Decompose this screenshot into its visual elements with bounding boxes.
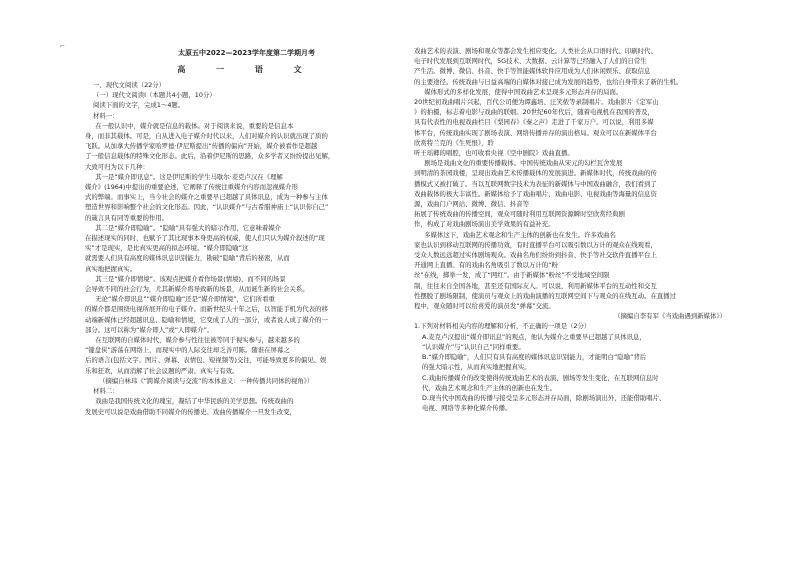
text-line: 丝”在线，掷举一发，成了“网红”。由于新媒体“粉丝”不受地域空间限 (414, 271, 610, 280)
text-line: 了一般信息载体的特殊文化形态。此后，沿着伊尼斯的思路，众多学者又纷纷提出见解， (85, 152, 335, 161)
subject-title: 高 一 语 文 (177, 65, 316, 74)
text-line: 家也认识到移动互联网的传播功效，有时直播平台可以吸引数以万计的观众在线观看， (414, 240, 657, 249)
text-line: 受众人数远远超过实体剧场观众。戏曲名角们纷纷到抖音、快手等社交软件直播平台上 (414, 251, 657, 260)
text-line: 产生活。微博、微信、抖音、快手等智能媒体软件应用成为人们休闲娱乐、获取信息 (414, 67, 651, 76)
text-line: “认识媒介”与“认识自己”同样重要。 (422, 342, 525, 351)
text-line: 剧场是戏曲文化的重要传播载体。中国传统戏曲从宋元的勾栏瓦舍发展 (424, 159, 623, 168)
text-line: （摘编自林玮《“跨媒介阅读与交流”的本体意义：一种传播共同体的视角》） (99, 376, 314, 385)
text-line: 实”才是现实，是比真实更高的拟态环境。“媒介即隐喻”这 (85, 244, 249, 253)
exam-title: 太原五中2022—2023学年度第二学期月考 (178, 49, 315, 57)
text-line: D.现当代中国戏曲的传播与接受呈多元形态并存局面，除剧场演出外，还能借助唱片、 (422, 393, 666, 402)
text-line: 听王瑶卿的唱腔，也可收看央视《空中剧院》戏曲直播。 (414, 149, 574, 158)
text-line: 1.下列对材料相关内容的理解和分析，不正确的一项是（2分） (414, 322, 591, 331)
text-line: 一、现代文阅读（22分） (93, 81, 166, 89)
text-line: 在互联网的自媒体时代，媒介参与性往往被等同于视实参与，越来越多的 (95, 336, 300, 345)
text-line: 戏曲载体的极大丰富性。新媒体给予了戏曲唱片、戏曲电影、电视戏曲等海量的信息资 (414, 189, 657, 198)
text-line: 材料一： (93, 111, 119, 120)
text-line: 阅读下面的文字，完成1～4题。 (93, 101, 185, 110)
text-line: 会导致不同的社会行为，尤其新媒介将导致新的场景，从而诞生新的社会关系。 (85, 285, 309, 294)
text-line: 在一般认识中，媒介就是信息的载体。对于阅读来说，重要的是信息本 (95, 121, 294, 130)
text-line: B.“媒介即隐喻”，人们只有具有高度的媒体讯息识别能力，才能明白“隐喻”背后 (422, 353, 647, 362)
text-line: 真实地把握真实。 (85, 264, 137, 273)
text-line: 在描述现实的同时，也赋予了其比现事本身更高的权威，使人们只认为媒介叙述的“现 (85, 234, 325, 243)
text-line: 20世纪初戏曲唱片兴起，百代公司便为谭鑫培、汪笑侬等录制唱片。戏曲影片《定军山 (414, 98, 659, 107)
corner-mark: ⌐ (60, 43, 66, 50)
text-line: 飞跃。从加拿大传播学家哈罗德·伊尼斯提出“传播的偏向”开始，媒介被看作是超越 (85, 142, 318, 151)
text-line: 乐和狂欢，从而消解了社会议题的严肃、真实与有效。 (85, 366, 239, 375)
text-line: 的媒介都是围绕电视所展开的电子媒介。而新世纪头十年之后，以智能手机为代表的移 (85, 305, 328, 314)
text-line: 无论“媒介即讯息”“媒介即隐喻”还是“媒介即情境”，它们所看重 (95, 295, 275, 304)
text-line: 后的语言(包括文字、图片、弹幕、表情包、短视频等)交往，可能导致更多的偏见、娱 (85, 356, 327, 365)
text-line: 性摆脱了剧场限制，使演员与观众上的戏曲演播的互联网空间下与观众的在线互动。在直播过 (414, 291, 677, 300)
text-line: 塑造世界和影响整个社会的文化形态。因此，“认识媒介”与古希腊神庙上“认识你自己” (85, 203, 329, 212)
text-line: 材料二： (93, 387, 119, 396)
text-line: 》的拍摄，标志着电影与戏曲的联姻。20世纪60年代后，随着电视机在我国的普及， (414, 108, 654, 117)
text-line: 电视、网络等多种化媒介传播。 (422, 404, 512, 413)
text-line: 媒介》(1964)中提出的重要论述，它阐释了传统注重媒介内容而忽视媒介形 (85, 183, 298, 192)
text-line: 体平台，传统戏曲实现了剧场表演、网络传播并存的演出格局。观众可以在新媒体平台 (414, 128, 657, 137)
text-line: 媒体形式的多样化发展，使得中国戏曲艺术呈现多元形态并存的局面。 (424, 87, 623, 96)
text-line: 源，戏曲门户网站、微博、微信、抖音等 (414, 200, 530, 209)
text-line: 其三是“媒介即情境”。该观点把媒介看作场景(情境)，而不同的场景 (95, 274, 286, 283)
left-column (85, 46, 408, 417)
text-line: 播模式又被打破了。当以互联网数字技术为表征的新媒体与中国戏曲融合，我们看到了 (414, 179, 657, 188)
text-line: （一）现代文阅读I（本题共4小题，10分） (93, 91, 216, 100)
text-line: 拓展了传统戏曲的传播空间，观众可随时利用互联网资源瞬时空欣赏经典剧 (414, 210, 625, 219)
text-line: A.麦克卢汉提出“媒介即讯息”的观点，他认为媒介之重要早已超越了具体讯息， (422, 332, 646, 341)
text-line: 发展史可以说是戏曲借助不同媒介的传播史。戏曲传播媒介一旦发生改变， (85, 407, 296, 416)
text-line: 戏曲艺术的表演、剧场和观众等都会发生相应变化。人类社会从口语时代、印刷时代、 (414, 47, 657, 55)
text-line: 部分。这可以称为“媒介即人”或“人即媒介”。 (85, 325, 214, 334)
right-column-text (414, 46, 744, 413)
right-column (414, 46, 744, 413)
text-line: 动端新媒体已经超越讯息、隐喻和情境，它变成了人的一部分，或者说人成了媒介的一 (85, 315, 328, 324)
text-line: （摘编自李有军《当戏曲遇到新媒体》） (614, 312, 726, 321)
text-line: 到明清的茶园戏楼，呈现出戏曲艺术传播载体的发展演进。新媒体时代，传统戏曲的传 (414, 169, 657, 178)
text-line: 大致可归为以下几种： (85, 162, 149, 171)
text-line: C.戏曲传播媒介的改变使得传统戏曲艺术的表演、剧场等发生变化，在互联网信息时 (422, 373, 659, 382)
text-line: 欣赏特兰克的《生死恨》，聆 (414, 138, 494, 147)
text-line: 的强大暗示性，从而真实地把握真实。 (422, 363, 531, 372)
text-line: 身，而非其载体。可是，自从进入电子媒介时代以来，人们对媒介的认识就出现了质的 (85, 132, 328, 141)
text-line: 式的弊端。而事实上，当今社会的媒介之重要早已超越了具体讯息，成为一种参与主体 (85, 193, 328, 202)
text-line: 具有代表性的电视戏曲栏目《梨园春》《秦之声》走进了千家万户。可以说，利用多媒 (414, 118, 654, 127)
text-line: 制，往往来自全国各地，甚至还有国际友人。可以说，利用新媒体平台的互动性和交互 (414, 281, 657, 290)
text-line: 多媒体这下，戏曲艺术观念和生产主体的创新也在发生。许多戏曲名 (424, 230, 616, 239)
text-line: 开通网上直播。有的戏曲名角吸引了数以万计的“粉 (414, 261, 558, 270)
text-line: 就需要人们具有高度的媒体讯息识别能力，勘破“隐喻”背后的秘密，从而 (85, 254, 290, 263)
text-line: 其二是“媒介即隐喻”。“隐喻”具有强大的暗示作用，它意味着媒介 (95, 223, 282, 232)
text-line: 戏曲是我国传统文化的瑰宝，凝结了中华民族的美学思想。传统戏曲的 (95, 397, 294, 406)
text-line: 代，戏曲艺术观念和生产主体的创新也在发生。 (422, 383, 557, 392)
text-line: 的主要途径。传统戏曲与日益高端的自媒体对接已成为发展的趋势，也给自身带来了新的生机。 (414, 77, 683, 86)
text-line: “键盘侠”游荡在网络上，而现实中的人际交往却乏善可陈。随谁在屏幕之 (85, 346, 290, 355)
text-line: 电子时代发展到互联网时代，5G技术、大数据、云计算等已经融入了人们的日常生 (414, 57, 647, 66)
text-line: 的箴言具有同等重要的作用。 (85, 213, 169, 222)
left-column-text (85, 80, 408, 417)
text-line: 作，构成了对戏曲剧场演出美学效果的有益补充。 (414, 220, 555, 229)
text-line: 程中，观众随时可以给喜爱的演员发“弹幕”交流。 (414, 302, 555, 311)
text-line: 其一是“媒介即讯息”。这是伊尼斯的学生马歇尔·麦克卢汉在《理解 (95, 172, 283, 181)
